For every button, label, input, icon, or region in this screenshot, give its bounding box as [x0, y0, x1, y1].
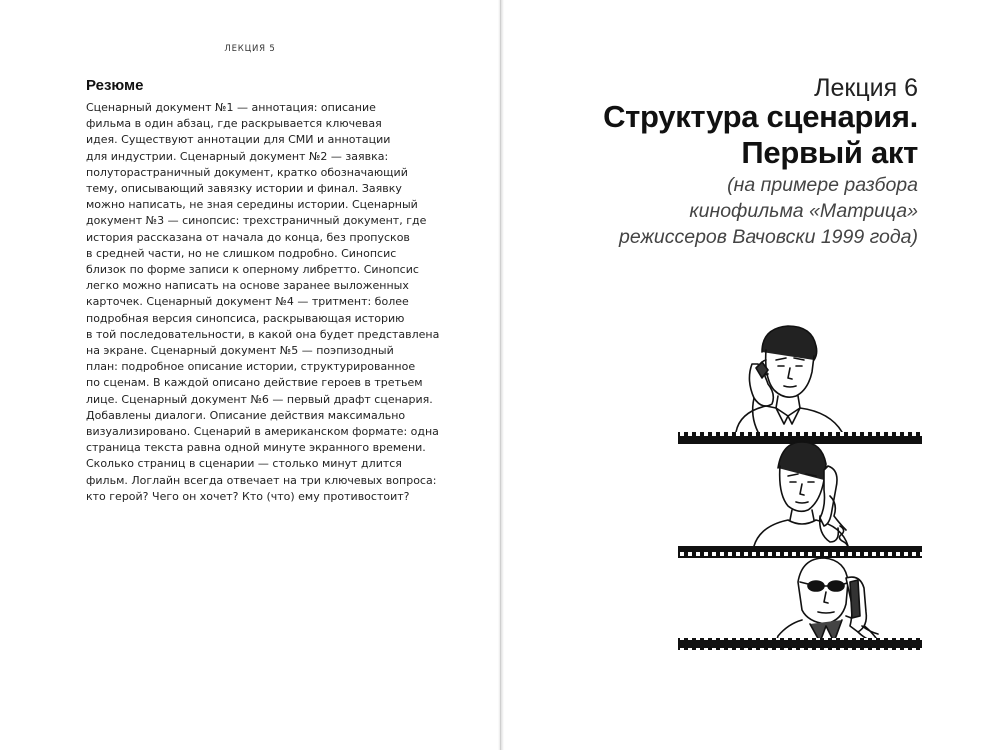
left-page [0, 0, 500, 750]
summary-line: Сколько страниц в сценарии — столько минут длится [86, 457, 402, 471]
film-strip [678, 638, 922, 650]
summary-line: тему, описывающий завязку истории и финал. Заявку [86, 182, 402, 196]
summary-line: карточек. Сценарный документ №4 — тритмент: более [86, 295, 409, 309]
summary-line: Сценарный документ №1 — аннотация: описание [86, 101, 376, 114]
chapter-subtitle [619, 172, 918, 250]
chapter-title-line: Структура сценария. [603, 99, 918, 134]
panel-man-sunglasses-on-phone [774, 558, 880, 650]
subtitle-line: режиссеров Вачовски 1999 года) [619, 226, 918, 248]
lecture-number: Лекция 6 [814, 74, 918, 102]
summary-text [86, 100, 439, 505]
right-page [502, 0, 1002, 750]
chapter-title [603, 99, 918, 171]
summary-line: близок по форме записи к оперному либретто. Синопсис [86, 263, 419, 277]
summary-line: для индустрии. Сценарный документ №2 — заявка: [86, 149, 389, 163]
summary-line: фильма в один абзац, где раскрывается ключевая [86, 117, 382, 131]
summary-line: визуализировано. Сценарий в американском формате: одна [86, 425, 439, 439]
summary-line: план: подробное описание истории, структурированное [86, 360, 416, 374]
summary-line: на экране. Сценарный документ №5 — поэпизодный [86, 344, 394, 358]
summary-line: можно написать, не зная середины истории. Сценарный [86, 198, 418, 212]
summary-line: Добавлены диалоги. Описание действия максимально [86, 408, 406, 422]
summary-line: подробная версия синопсиса, раскрывающая историю [86, 311, 405, 325]
summary-line: в средней части, но не слишком подробно. Синопсис [86, 246, 397, 260]
summary-line: страница текста равна одной минуте экранного времени. [86, 441, 426, 455]
panel-man-on-phone [736, 326, 842, 432]
summary-line: лице. Сценарный документ №6 — первый драфт сценария. [86, 392, 433, 406]
summary-line: кто герой? Чего он хочет? Кто (что) ему противостоит? [86, 489, 410, 503]
running-head: ЛЕКЦИЯ 5 [224, 44, 276, 54]
chapter-title-line: Первый акт [741, 135, 918, 170]
subtitle-line: кинофильма «Матрица» [689, 200, 918, 222]
film-strip [678, 546, 922, 558]
summary-line: история рассказана от начала до конца, без пропусков [86, 230, 410, 244]
film-strip-illustration [670, 320, 930, 650]
summary-line: легко можно написать на основе заранее выложенных [86, 279, 409, 293]
summary-line: полуторастраничный документ, кратко обозначающий [86, 165, 408, 179]
section-title: Резюме [86, 77, 144, 94]
summary-line: в той последовательности, в какой она будет представлена [86, 327, 440, 341]
page-divider [500, 0, 501, 750]
summary-line: по сценам. В каждой описано действие героев в третьем [86, 376, 423, 390]
summary-line: идея. Существуют аннотации для СМИ и аннотации [86, 133, 391, 147]
panel-woman-on-phone [754, 442, 848, 550]
summary-line: фильм. Логлайн всегда отвечает на три ключевых вопроса: [86, 473, 437, 487]
summary-line: документ №3 — синопсис: трехстраничный документ, где [86, 214, 427, 228]
subtitle-line: (на примере разбора [727, 174, 918, 196]
